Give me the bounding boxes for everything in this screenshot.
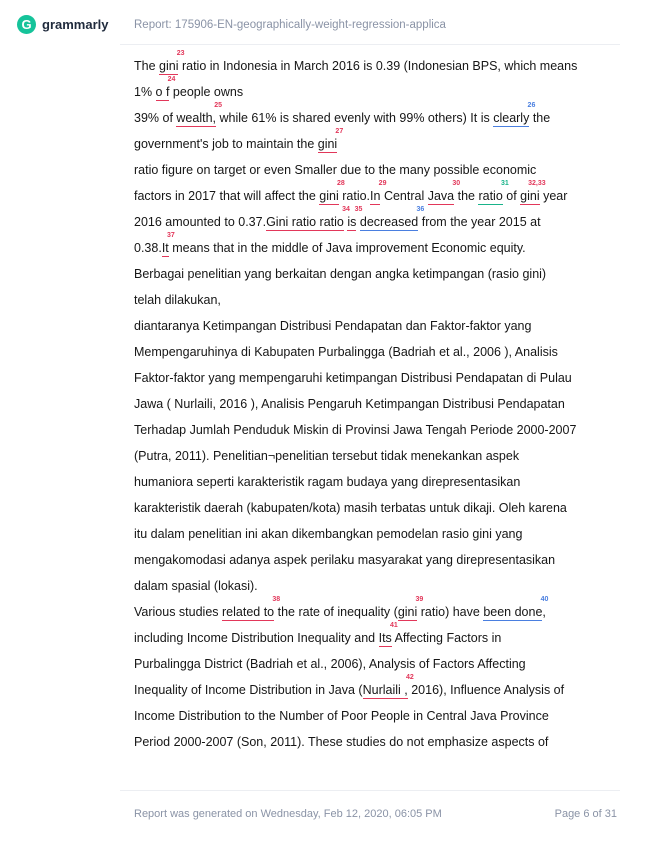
issue-text: In	[370, 189, 381, 203]
issue-highlight[interactable]	[155, 76, 176, 101]
issue-text: Nurlaili ,	[362, 683, 408, 697]
text-segment: itu dalam penelitian ini akan dikembangkan pemodelan rasio gini yang	[134, 527, 523, 541]
text-line	[134, 391, 614, 417]
issue-number: 24	[167, 76, 176, 83]
text-line	[134, 50, 614, 79]
text-segment: diantaranya Ketimpangan Distribusi Pendapatan dan Faktor-faktor yang	[134, 319, 532, 333]
text-segment: including Income Distribution Inequality and	[134, 631, 379, 645]
text-line	[134, 674, 614, 703]
issue-text: gini	[520, 189, 540, 203]
issue-text: gini	[319, 189, 339, 203]
text-line	[134, 261, 614, 287]
text-line	[134, 365, 614, 391]
text-segment: Terhadap Jumlah Penduduk Miskin di Provinsi Jawa Tengah Periode 2000-2007	[134, 423, 577, 437]
issue-highlight[interactable]	[347, 206, 363, 231]
text-segment: Berbagai penelitian yang berkaitan dengan angka ketimpangan (rasio gini)	[134, 267, 547, 281]
issue-number: 27	[335, 128, 344, 135]
report-header	[0, 0, 650, 50]
text-segment: government's job to maintain the	[134, 137, 318, 151]
report-generated-date: Report was generated on Wednesday, Feb 12, 2020, 06:05 PM	[134, 808, 442, 820]
text-segment: ratio.	[338, 189, 371, 203]
text-line	[134, 102, 614, 131]
grammarly-logo-text: grammarly	[42, 17, 109, 32]
text-segment: ratio figure on target or even Smaller due to the many possible economic	[134, 163, 537, 177]
text-line	[134, 651, 614, 677]
issue-highlight[interactable]	[370, 180, 387, 205]
text-line	[134, 443, 614, 469]
issue-highlight[interactable]	[397, 596, 424, 621]
issue-number: 26	[527, 102, 536, 109]
text-line	[134, 622, 614, 651]
text-segment: the	[529, 111, 551, 125]
text-line	[134, 128, 614, 157]
text-segment: Jawa ( Nurlaili, 2016 ), Analisis Pengaruh Ketimpangan Distribusi Pendapatan	[134, 397, 565, 411]
text-line	[134, 339, 614, 365]
issue-number: 35	[354, 206, 363, 213]
issue-number: 41	[390, 622, 398, 629]
text-segment: the	[454, 189, 479, 203]
text-segment: Income Distribution to the Number of Poor People in Central Java Province	[134, 709, 549, 723]
text-line	[134, 547, 614, 573]
issue-text: is	[347, 215, 357, 229]
text-line	[134, 596, 614, 625]
grammarly-logo	[17, 15, 108, 34]
text-segment: 39% of	[134, 111, 177, 125]
issue-text: o f	[155, 85, 170, 99]
text-segment: 1%	[134, 85, 156, 99]
text-segment: 2016 amounted to 0.37.	[134, 215, 267, 229]
issue-text: gini	[159, 59, 179, 73]
issue-number: 32,33	[528, 180, 546, 187]
issue-text: gini	[397, 605, 418, 619]
text-segment: Purbalingga District (Badriah et al., 2006), Analysis of Factors Affecting	[134, 657, 526, 671]
text-segment: 0.38.	[134, 241, 162, 255]
text-line	[134, 76, 614, 105]
issue-number: 39	[415, 596, 424, 603]
page-number: Page 6 of 31	[554, 808, 617, 820]
issue-text: Java	[427, 189, 455, 203]
issue-highlight[interactable]	[222, 596, 281, 621]
text-segment: factors in 2017 that will affect the	[134, 189, 320, 203]
text-segment: karakteristik daerah (kabupaten/kota) masih terbatas untuk dikaji. Oleh karena	[134, 501, 567, 515]
issue-number: 38	[272, 596, 281, 603]
issue-number: 42	[405, 674, 414, 681]
issue-highlight[interactable]	[520, 180, 546, 205]
text-segment: from the year 2015 at	[418, 215, 541, 229]
issue-number: 28	[336, 180, 345, 187]
issue-highlight[interactable]	[478, 180, 509, 205]
text-line	[134, 287, 614, 313]
text-segment: humaniora seperti karakteristik ragam budaya yang direpresentasikan	[134, 475, 521, 489]
issue-number: 37	[166, 232, 175, 239]
text-line	[134, 313, 614, 339]
text-segment: of	[502, 189, 521, 203]
issue-text: gini	[317, 137, 338, 151]
issue-highlight[interactable]	[362, 674, 414, 699]
issue-highlight[interactable]	[159, 50, 185, 75]
issue-number: 29	[378, 180, 387, 187]
text-segment: telah dilakukan,	[134, 293, 221, 307]
text-segment: people owns	[169, 85, 244, 99]
text-segment: Central	[380, 189, 428, 203]
text-line	[134, 417, 614, 443]
text-segment: ratio in Indonesia in March 2016 is 0.39 (Indonesian BPS, which means	[178, 59, 578, 73]
text-segment: ratio) have	[417, 605, 484, 619]
grammarly-logo-icon: G	[17, 15, 36, 34]
document-body	[134, 50, 614, 755]
text-segment: Inequality of Income Distribution in Java (	[134, 683, 363, 697]
issue-text: wealth,	[176, 111, 216, 125]
issue-number: 40	[540, 596, 549, 603]
text-segment: mengakomodasi adanya aspek perilaku masyarakat yang direpresentasikan	[134, 553, 556, 567]
issue-number: 23	[176, 50, 185, 57]
text-segment: year	[539, 189, 568, 203]
issue-text: related to	[222, 605, 275, 619]
issue-text: It	[161, 241, 169, 255]
issue-highlight[interactable]	[359, 206, 425, 231]
text-line	[134, 180, 614, 209]
text-segment: means that in the middle of Java improvement Economic equity.	[168, 241, 526, 255]
issue-highlight[interactable]	[427, 180, 461, 205]
text-line	[134, 469, 614, 495]
issue-number: 31	[500, 180, 509, 187]
issue-highlight[interactable]	[319, 180, 345, 205]
issue-highlight[interactable]	[161, 232, 175, 257]
text-line	[134, 521, 614, 547]
text-segment: The	[134, 59, 160, 73]
text-segment: Mempengaruhinya di Kabupaten Purbalingga (Badriah et al., 2006 ), Analisis	[134, 345, 558, 359]
issue-highlight[interactable]	[483, 596, 549, 621]
text-segment: ,	[542, 605, 546, 619]
issue-highlight[interactable]	[493, 102, 536, 127]
issue-text: Gini ratio ratio	[266, 215, 344, 229]
text-segment: (Putra, 2011). Penelitian¬penelitian tersebut tidak menekankan aspek	[134, 449, 520, 463]
text-line	[134, 729, 614, 755]
text-segment: while 61% is shared evenly with 99% others) It is	[216, 111, 494, 125]
issue-text: clearly	[493, 111, 530, 125]
text-segment: the rate of inequality (	[274, 605, 398, 619]
text-segment: Affecting Factors in	[391, 631, 502, 645]
issue-number: 36	[416, 206, 425, 213]
text-line	[134, 232, 614, 261]
issue-text: decreased	[359, 215, 419, 229]
issue-text: Its	[378, 631, 392, 645]
issue-highlight[interactable]	[176, 102, 222, 127]
text-segment: Various studies	[134, 605, 223, 619]
issue-highlight[interactable]	[266, 206, 350, 231]
header-divider	[120, 44, 620, 45]
text-segment: dalam spasial (lokasi).	[134, 579, 258, 593]
issue-number: 25	[214, 102, 222, 109]
report-title: Report: 175906-EN-geographically-weight-regression-applica	[134, 19, 446, 31]
issue-text: ratio	[478, 189, 503, 203]
text-segment: Period 2000-2007 (Son, 2011). These studies do not emphasize aspects of	[134, 735, 549, 749]
issue-highlight[interactable]	[378, 622, 398, 647]
text-segment: 2016), Influence Analysis of	[407, 683, 565, 697]
text-line	[134, 495, 614, 521]
text-segment: Faktor-faktor yang mempengaruhi ketimpangan Distribusi Pendapatan di Pulau	[134, 371, 572, 385]
issue-number: 34	[342, 206, 350, 213]
issue-number: 30	[452, 180, 461, 187]
footer-divider	[120, 790, 620, 791]
text-line	[134, 206, 614, 235]
issue-text: been done	[483, 605, 543, 619]
issue-highlight[interactable]	[317, 128, 344, 153]
text-line	[134, 703, 614, 729]
